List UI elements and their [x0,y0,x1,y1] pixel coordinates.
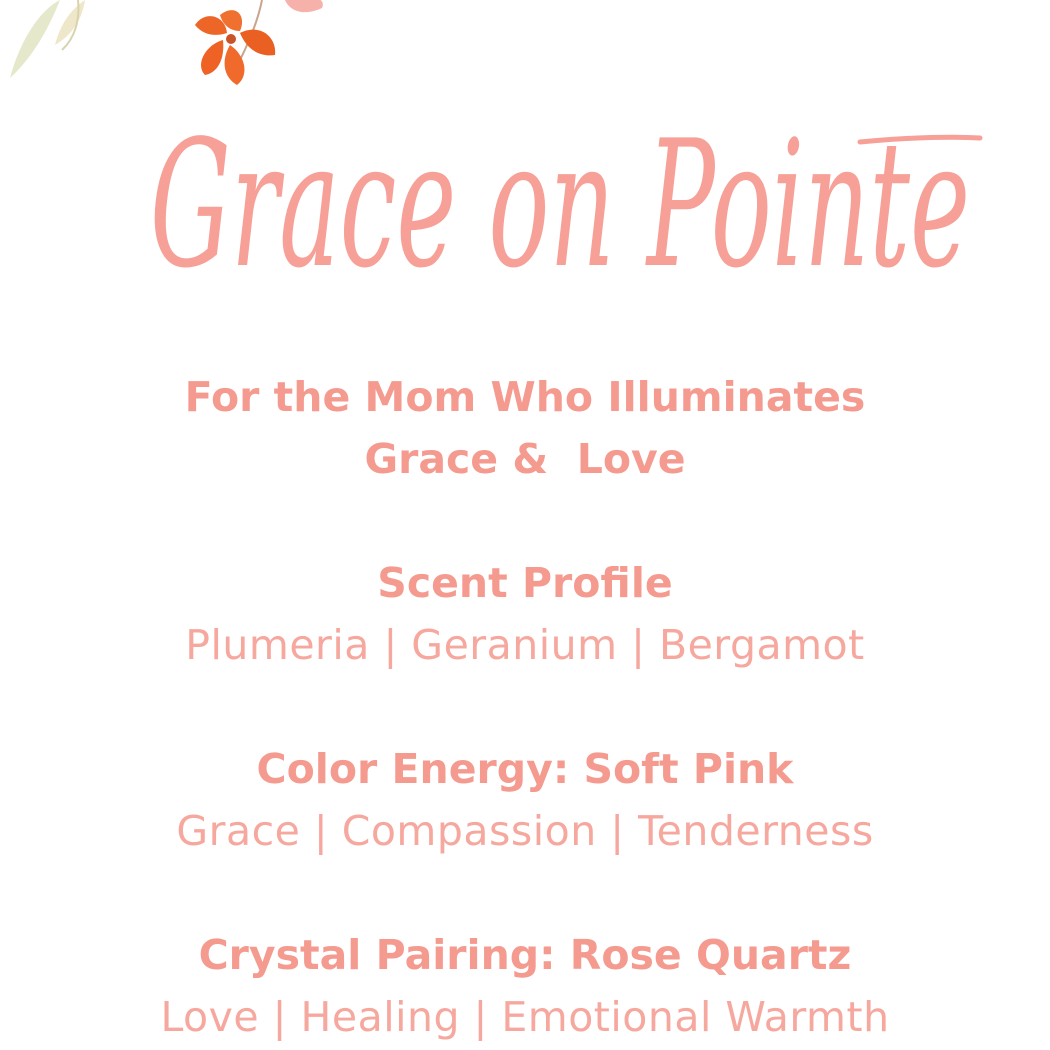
scent-profile-heading: Scent Profile [377,559,673,607]
page-title [0,60,1050,320]
scent-profile-detail: Plumeria | Geranium | Bergamot [185,621,865,669]
color-energy-heading: Color Energy: Soft Pink [256,745,794,793]
color-energy-detail: Grace | Compassion | Tenderness [176,807,874,855]
intro-line-1: For the Mom Who Illuminates [184,373,866,421]
crystal-pairing-detail: Love | Healing | Emotional Warmth [160,993,890,1041]
svg-text:Grace on Pointe: Grace on Pointe [150,104,970,307]
intro-line-2: Grace & Love [364,435,686,483]
description-block [0,366,1050,1048]
crystal-pairing-heading: Crystal Pairing: Rose Quartz [198,931,852,979]
